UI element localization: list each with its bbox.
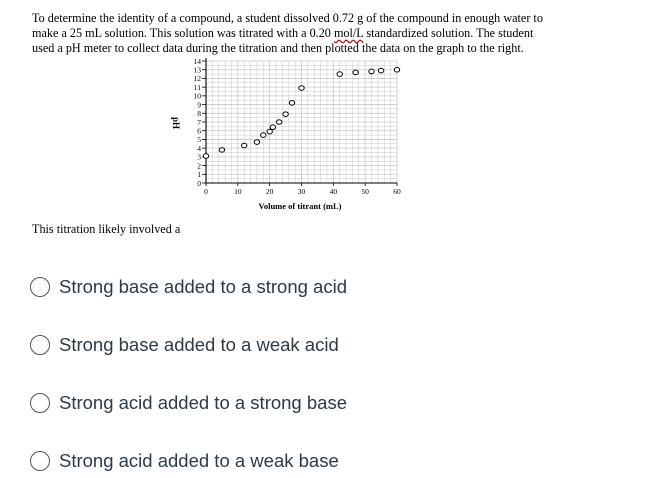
x-tick-label: 30 xyxy=(297,187,306,196)
radio-button[interactable] xyxy=(30,277,50,297)
question-line-3: used a pH meter to collect data during the titration and then plotted the data on the graph to the right. xyxy=(32,41,524,55)
x-tick-label: 0 xyxy=(204,187,208,196)
data-point xyxy=(283,112,288,117)
option-label: Strong acid added to a weak base xyxy=(59,450,339,471)
data-point xyxy=(254,140,259,145)
titration-chart xyxy=(160,56,410,216)
unit-mol-per-l: mol/L xyxy=(333,26,364,40)
data-point xyxy=(267,129,272,134)
y-tick-label: 5 xyxy=(197,135,201,145)
data-point xyxy=(270,125,275,130)
y-tick-label: 1 xyxy=(197,170,201,180)
y-tick-label: 8 xyxy=(197,109,201,119)
x-tick-label: 40 xyxy=(329,187,338,196)
question-text xyxy=(32,11,632,56)
data-point xyxy=(369,69,374,74)
data-point xyxy=(242,143,247,148)
question-line-2-end: standardized solution. The student xyxy=(363,26,534,40)
y-tick-label: 6 xyxy=(197,126,201,136)
y-tick-labels xyxy=(194,57,202,188)
y-tick-label: 2 xyxy=(197,161,201,171)
y-tick-label: 4 xyxy=(197,143,201,153)
radio-button[interactable] xyxy=(30,393,50,413)
y-tick-label: 7 xyxy=(197,117,201,127)
x-axis-label: Volume of titrant (mL) xyxy=(258,201,342,211)
option-label: Strong base added to a weak acid xyxy=(59,334,339,355)
y-tick-label: 9 xyxy=(197,100,201,110)
chart-grid xyxy=(206,61,397,183)
data-point xyxy=(277,120,282,125)
data-point xyxy=(394,67,399,72)
x-tick-label: 20 xyxy=(265,187,274,196)
question-line-1: To determine the identity of a compound, a student dissolved 0.72 g of the compound in enough water to xyxy=(32,11,543,25)
radio-button[interactable] xyxy=(30,335,50,355)
option-strong-acid-strong-base[interactable] xyxy=(30,390,347,416)
x-tick-label: 10 xyxy=(234,187,242,196)
y-tick-label: 11 xyxy=(193,82,201,92)
x-tick-label: 50 xyxy=(361,187,369,196)
y-tick-label: 13 xyxy=(193,65,201,75)
y-tick-label: 3 xyxy=(197,152,201,162)
y-tick-label: 10 xyxy=(193,91,201,101)
data-point xyxy=(337,72,342,77)
prompt-text: This titration likely involved a xyxy=(32,222,181,236)
y-axis-label: pH xyxy=(171,116,181,130)
y-tick-label: 12 xyxy=(193,74,201,84)
data-point xyxy=(378,68,383,73)
data-point xyxy=(289,101,294,106)
option-label: Strong acid added to a strong base xyxy=(59,392,347,413)
data-point xyxy=(299,86,304,91)
data-point xyxy=(261,133,266,138)
question-line-2-start: make a 25 mL solution. This solution was titrated with a 0.20 xyxy=(32,26,334,40)
question-line-2 xyxy=(32,26,632,41)
x-tick-labels xyxy=(204,187,401,196)
option-strong-base-strong-acid[interactable] xyxy=(30,274,347,300)
x-tick-label: 60 xyxy=(393,187,401,196)
data-point xyxy=(203,154,208,159)
data-point xyxy=(219,148,224,153)
data-point xyxy=(353,70,358,75)
option-strong-acid-weak-base[interactable] xyxy=(30,448,339,474)
y-tick-label: 14 xyxy=(193,56,201,66)
radio-button[interactable] xyxy=(30,451,50,471)
option-label: Strong base added to a strong acid xyxy=(59,276,347,297)
option-strong-base-weak-acid[interactable] xyxy=(30,332,339,358)
y-tick-label: 0 xyxy=(197,178,201,188)
